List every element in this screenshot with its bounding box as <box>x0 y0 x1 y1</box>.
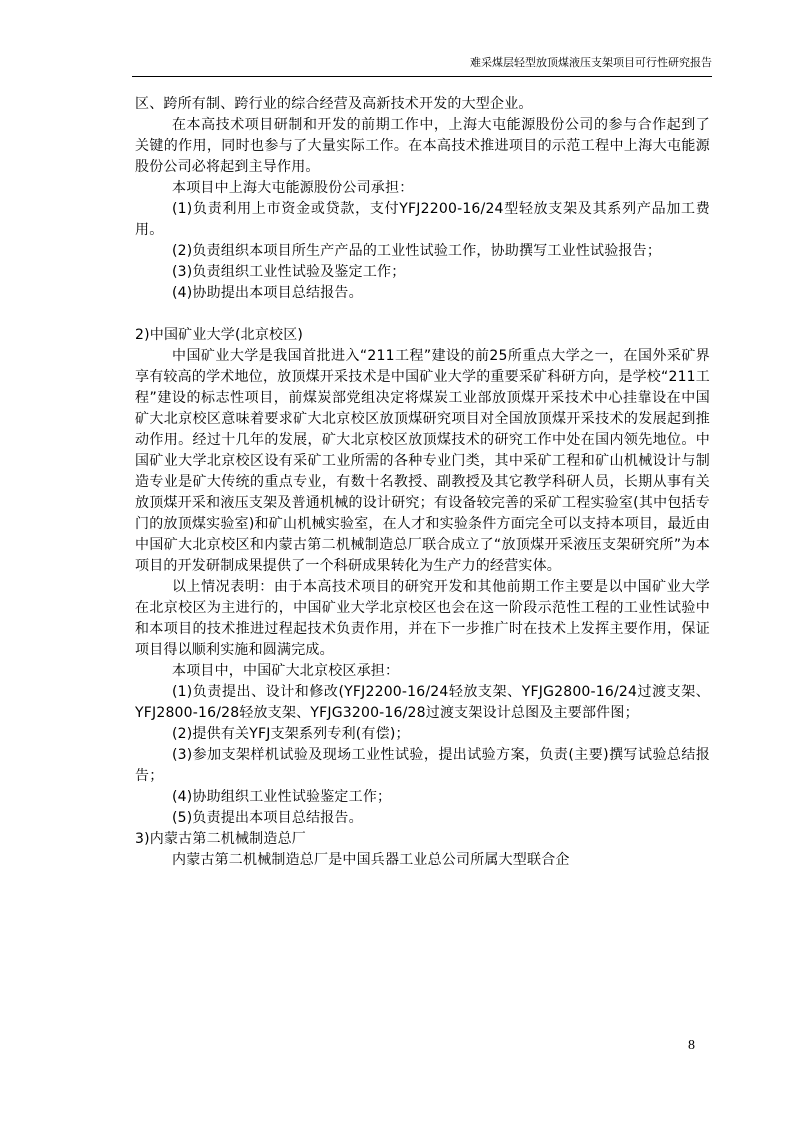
paragraph: (1)负责提出、设计和修改(YFJ2200-16/24轻放支架、YFJG2800-16/24过渡支架、YFJ2800-16/28轻放支架、YFJG3200-16/28过渡支架设计总图及主要部件图； <box>135 684 710 721</box>
paragraph: (4)协助组织工业性试验鉴定工作； <box>172 789 392 805</box>
paragraph: 以上情况表明：由于本高技术项目的研究开发和其他前期工作主要是以中国矿业大学在北京校区为主进行的，中国矿业大学北京校区也会在这一阶段示范性工程的工业性试验中和本项目的技术推进过程起技术负责作用，并在下一步推广时在技术上发挥主要作用，保证项目得以顺利实施和圆满完成。 <box>135 579 710 658</box>
blank-line <box>135 304 710 325</box>
paragraph: (3)负责组织工业性试验及鉴定工作； <box>172 264 406 280</box>
paragraph: 在本高技术项目研制和开发的前期工作中，上海大屯能源股份公司的参与合作起到了关键的作用，同时也参与了大量实际工作。在本高技术推进项目的示范工程中上海大屯能源股份公司必将起到主导作用。 <box>135 117 710 175</box>
paragraph: 区、跨所有制、跨行业的综合经营及高新技术开发的大型企业。 <box>135 96 533 112</box>
paragraph: 本项目中，中国矿大北京校区承担： <box>172 663 400 679</box>
paragraph: (4)协助提出本项目总结报告。 <box>172 285 363 301</box>
paragraph: (5)负责提出本项目总结报告。 <box>172 810 363 826</box>
paragraph: (2)提供有关YFJ支架系列专利(有偿)； <box>172 726 410 742</box>
paragraph: 中国矿业大学是我国首批进入“211工程”建设的前25所重点大学之一，在国外采矿界享有较高的学术地位，放顶煤开采技术是中国矿业大学的重要采矿科研方向，是学校“211工程”建设的标志性项目，前煤炭部党组决定将煤炭工业部放顶煤开采技术中心挂靠设在中国矿大北京校区意味着要求矿大北京校区放顶煤研究项目对全国放顶煤开采技术的发展起到推动作用。经过十几年的发展，矿大北京校区放顶煤技术的研究工作中处在国内领先地位。中国矿业大学北京校区设有采矿工业所需的各种专业门类，其中采矿工程和矿山机械设计与制造专业是矿大传统的重点专业，有数十名教授、副教授及其它教学科研人员，长期从事有关放顶煤开采和液压支架及普通机械的设计研究；有设备较完善的采矿工程实验室(其中包括专门的放顶煤实验室)和矿山机械实验室，在人才和实验条件方面完全可以支持本项目，最近由中国矿大北京校区和内蒙古第二机械制造总厂联合成立了“放顶煤开采液压支架研究所”为本项目的开发研制成果提供了一个科研成果转化为生产力的经营实体。 <box>135 348 710 574</box>
page-number: 8 <box>688 1038 695 1053</box>
paragraph: 2)中国矿业大学(北京校区) <box>135 327 304 343</box>
document-body <box>135 94 710 871</box>
paragraph: (2)负责组织本项目所生产产品的工业性试验工作，协助撰写工业性试验报告； <box>172 243 662 259</box>
paragraph: (1)负责利用上市资金或贷款，支付YFJ2200-16/24型轻放支架及其系列产品加工费用。 <box>135 201 710 238</box>
paragraph: 3)内蒙古第二机械制造总厂 <box>135 831 306 847</box>
running-header: 难采煤层轻型放顶煤液压支架项目可行性研究报告 <box>132 54 712 77</box>
paragraph: 本项目中上海大屯能源股份公司承担： <box>172 180 414 196</box>
paragraph: 内蒙古第二机械制造总厂是中国兵器工业总公司所属大型联合企 <box>172 852 570 868</box>
paragraph: (3)参加支架样机试验及现场工业性试验，提出试验方案，负责(主要)撰写试验总结报告； <box>135 747 710 784</box>
